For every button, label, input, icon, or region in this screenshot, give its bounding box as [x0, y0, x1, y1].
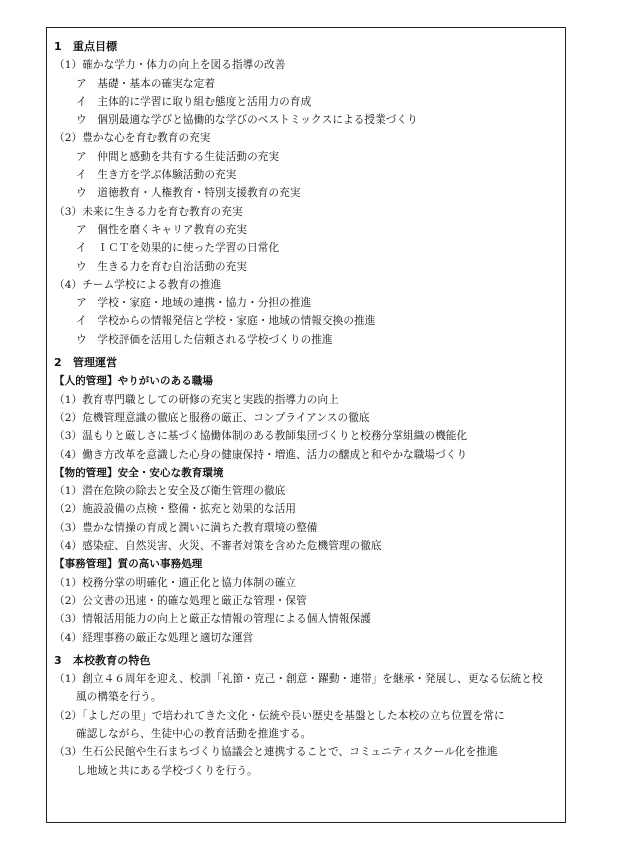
office-item-2: （2）公文書の迅速・的確な処理と厳正な管理・保管 [54, 594, 307, 607]
goal-1-item-u: ウ 個別最適な学びと協働的な学びのベストミックスによる授業づくり [76, 114, 418, 127]
physical-item-2: （2）施設設備の点検・整備・拡充と効果的な活用 [54, 503, 297, 516]
feature-3-line-1: （3）生石公民館や生石まちづくり協議会と連携することで、コミュニティスクール化を推進 [54, 746, 498, 759]
heading-management: 2 管理運営 [54, 356, 118, 370]
section-personnel-title: 【人的管理】やりがいのある職場 [54, 375, 213, 388]
goal-2-title: （2）豊かな心を育む教育の充実 [54, 132, 211, 145]
goal-2-item-a: ア 仲間と感動を共有する生徒活動の充実 [76, 150, 280, 163]
office-item-1: （1）校務分掌の明確化・適正化と協力体制の確立 [54, 576, 297, 589]
feature-3-line-2: し地域と共にある学校づくりを行う。 [76, 764, 258, 777]
feature-1-line-1: （1）創立４６周年を迎え、校訓「礼節・克己・創意・躍動・連帯」を継承・発展し、更なる伝統と校 [54, 673, 543, 686]
section-office-title: 【事務管理】質の高い事務処理 [54, 558, 203, 571]
goal-3-item-a: ア 個性を磨くキャリア教育の充実 [76, 223, 248, 236]
personnel-item-3: （3）温もりと厳しさに基づく協働体制のある教師集団づくりと校務分掌組織の機能化 [54, 430, 468, 443]
heading-focus-goals: 1 重点目標 [54, 40, 118, 53]
document-content [54, 38, 564, 780]
goal-4-item-u: ウ 学校評価を活用した信頼される学校づくりの推進 [76, 333, 333, 346]
heading-school-features: 3 本校教育の特色 [54, 653, 151, 667]
goal-4-item-i: イ 学校からの情報発信と学校・家庭・地域の情報交換の推進 [76, 315, 376, 328]
office-item-3: （3）情報活用能力の向上と厳正な情報の管理による個人情報保護 [54, 613, 371, 626]
personnel-item-4: （4）働き方改革を意識した心身の健康保持・増進、活力の醸成と和やかな職場づくり [54, 448, 468, 461]
goal-3-item-u: ウ 生きる力を育む自治活動の充実 [76, 260, 248, 273]
personnel-item-1: （1）教育専門職としての研修の充実と実践的指導力の向上 [54, 393, 339, 406]
goal-1-item-i: イ 主体的に学習に取り組む態度と活用力の育成 [76, 95, 312, 108]
feature-2-line-1: （2）「よしだの里」で培われてきた文化・伝統や長い歴史を基盤とした本校の立ち位置を常に [54, 709, 505, 722]
goal-1-item-a: ア 基礎・基本の確実な定着 [76, 77, 216, 90]
physical-item-4: （4）感染症、自然災害、火災、不審者対策を含めた危機管理の徹底 [54, 540, 382, 553]
personnel-item-2: （2）危機管理意識の徹底と服務の厳正、コンプライアンスの徹底 [54, 411, 370, 424]
feature-2-line-2: 確認しながら、生徒中心の教育活動を推進する。 [76, 727, 312, 740]
goal-3-item-i: イ ＩＣＴを効果的に使った学習の日常化 [76, 242, 280, 255]
feature-1-line-2: 風の構築を行う。 [76, 691, 162, 704]
office-item-4: （4）経理事務の厳正な処理と適切な運営 [54, 631, 254, 644]
goal-2-item-u: ウ 道徳教育・人権教育・特別支援教育の充実 [76, 187, 301, 200]
physical-item-3: （3）豊かな情操の育成と潤いに満ちた教育環境の整備 [54, 521, 318, 534]
section-physical-title: 【物的管理】安全・安心な教育環境 [54, 466, 224, 479]
goal-4-item-a: ア 学校・家庭・地域の連携・協力・分担の推進 [76, 297, 312, 310]
goal-2-item-i: イ 生き方を学ぶ体験活動の充実 [76, 169, 237, 182]
goal-4-title: （4）チーム学校による教育の推進 [54, 278, 222, 291]
physical-item-1: （1）潜在危険の除去と安全及び衛生管理の徹底 [54, 485, 286, 498]
goal-1-title: （1）確かな学力・体力の向上を図る指導の改善 [54, 59, 286, 72]
goal-3-title: （3）未来に生きる力を育む教育の充実 [54, 205, 243, 218]
